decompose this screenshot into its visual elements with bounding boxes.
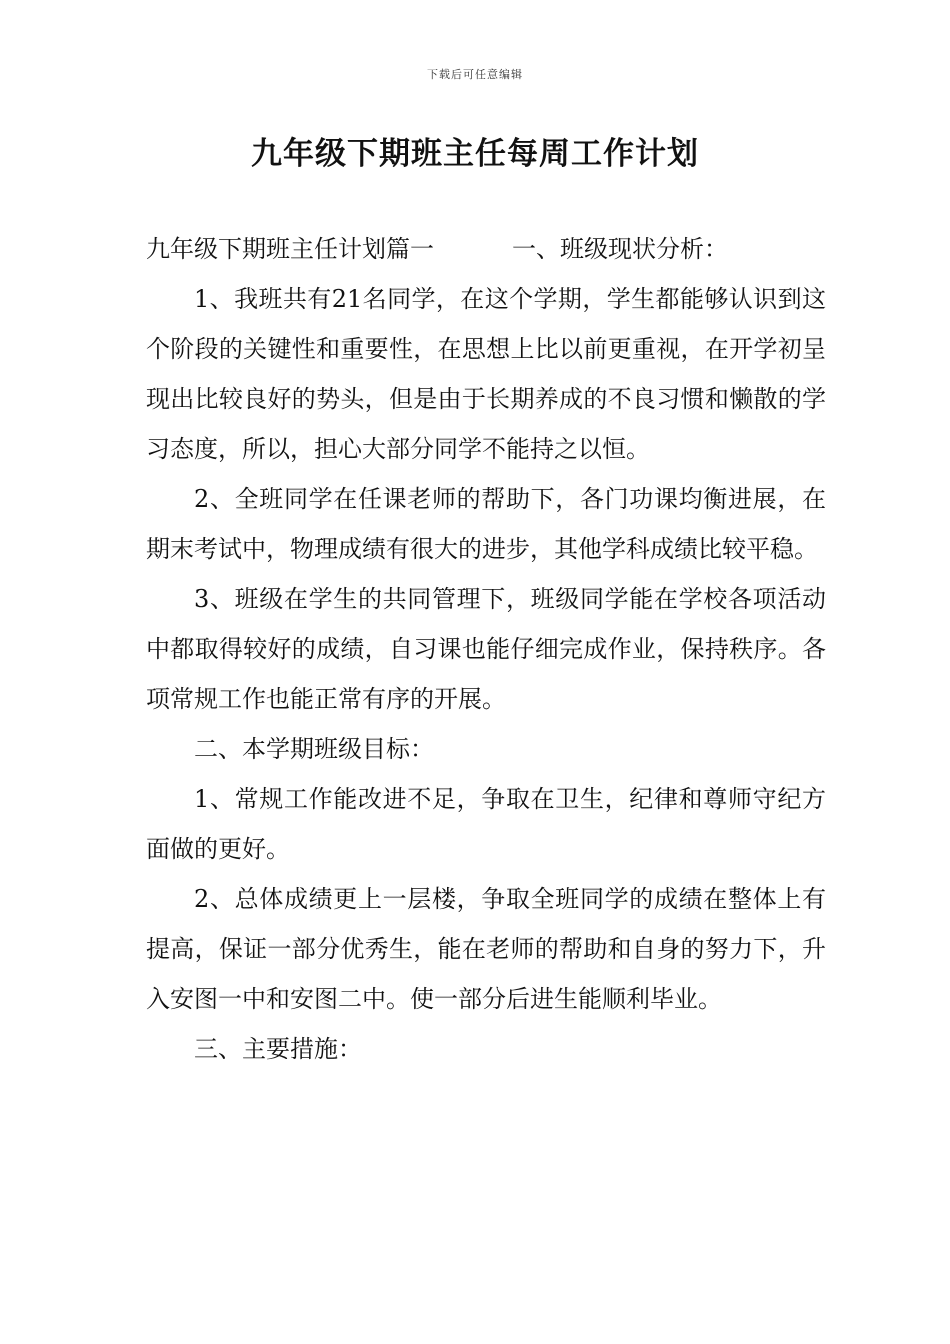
paragraph-4: 1、常规工作能改进不足，争取在卫生，纪律和尊师守纪方面做的更好。 [146,785,826,863]
document-body [146,224,826,1074]
paragraph-1: 1、我班共有21名同学，在这个学期，学生都能够认识到这个阶段的关键性和重要性，在思想上比以前更重视，在开学初呈现出比较良好的势头，但是由于长期养成的不良习惯和懒散的学习态度，所以，担心大部分同学不能持之以恒。 [146,285,826,463]
intro-line [146,224,826,274]
section-heading-1: 一、班级现状分析： [512,235,728,263]
section-heading-3: 三、主要措施： [194,1035,362,1063]
section-heading-2: 二、本学期班级目标： [194,735,434,763]
paragraph-5: 2、总体成绩更上一层楼，争取全班同学的成绩在整体上有提高，保证一部分优秀生，能在老师的帮助和自身的努力下，升入安图一中和安图二中。使一部分后进生能顺利毕业。 [146,885,826,1013]
intro-lead: 九年级下期班主任计划篇一 [146,235,434,263]
paragraph-3: 3、班级在学生的共同管理下，班级同学能在学校各项活动中都取得较好的成绩，自习课也能仔细完成作业，保持秩序。各项常规工作也能正常有序的开展。 [146,585,826,713]
header-note: 下载后可任意编辑 [427,68,523,81]
document-title: 九年级下期班主任每周工作计划 [251,136,699,172]
paragraph-2: 2、全班同学在任课老师的帮助下，各门功课均衡进展，在期末考试中，物理成绩有很大的进步，其他学科成绩比较平稳。 [146,485,826,563]
